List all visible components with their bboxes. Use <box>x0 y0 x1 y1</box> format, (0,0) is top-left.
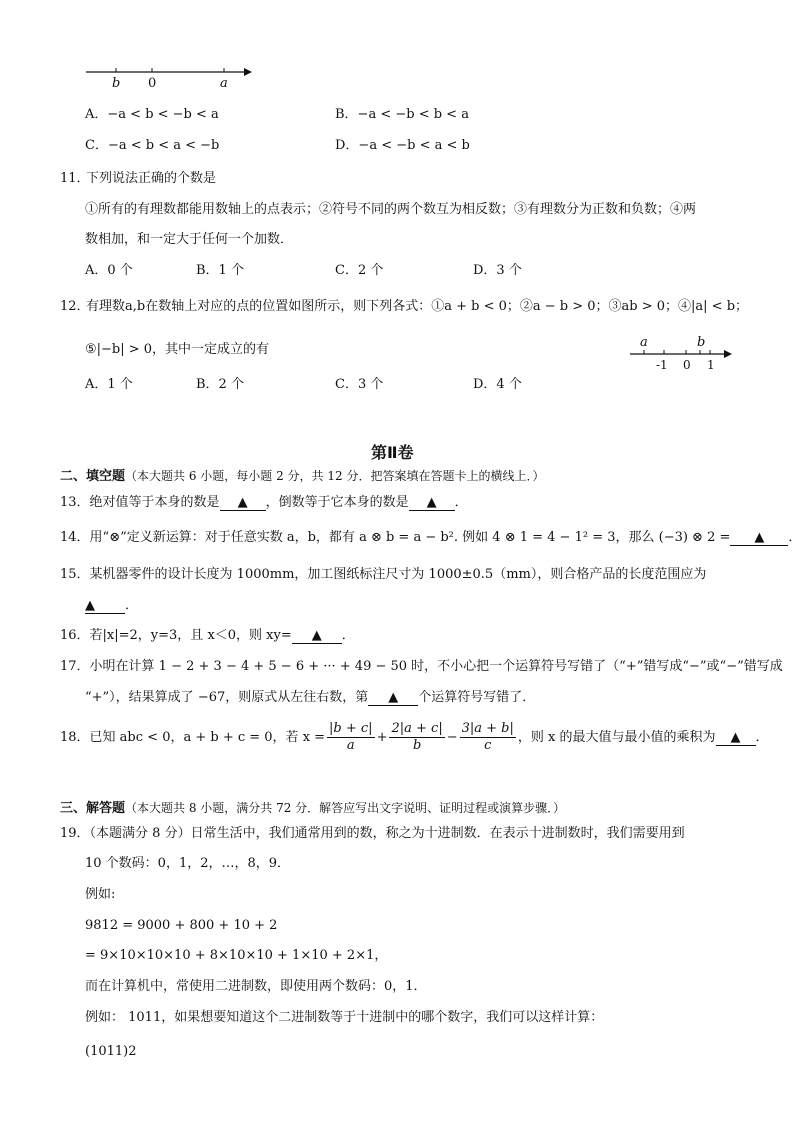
numline-label-b: b <box>112 76 121 91</box>
q16-number: 16． <box>60 628 90 643</box>
q17-line1 <box>60 658 783 676</box>
q10-option-c[interactable]: C．−a < b < a < −b <box>85 138 220 153</box>
q18-text-b: ，则 x 的最大值与最小值的乘积为 <box>517 730 716 745</box>
q12-numline-label-zero: 0 <box>683 358 691 372</box>
q13-text-c: ． <box>454 495 468 510</box>
q19-text-3: 例如: <box>85 887 116 902</box>
section-note: （本大题共 6 小题，每小题 2 分，共 12 分．把答案填在答题卡上的横线上．） <box>125 469 545 483</box>
q16-line <box>60 627 355 645</box>
q18-fraction-2 <box>389 721 444 754</box>
q15-text: 某机器零件的设计长度为 1000mm，加工图纸标注尺寸为 1000±0.5（mm），则合格产品的长度范围应为 <box>89 567 707 582</box>
fraction-denominator: c <box>484 738 492 753</box>
q18-blank[interactable] <box>716 730 756 746</box>
q17-line2 <box>85 689 535 707</box>
q13-text-a: 绝对值等于本身的数是 <box>89 495 220 510</box>
q10-option-b[interactable]: B．−a < −b < b < a <box>335 107 469 122</box>
q15-text-c: ． <box>125 598 139 613</box>
q12-numline-label-b: b <box>697 335 706 350</box>
arrow-head-icon <box>724 350 732 358</box>
q19-text-1: （本题满分 8 分）日常生活中，我们通常用到的数，称之为十进制数．在表示十进制数时，我们需要用到 <box>89 826 685 841</box>
section-fill-in-heading <box>60 467 544 486</box>
q18-fraction-3 <box>460 721 516 754</box>
q10-option-d[interactable]: D．−a < −b < a < b <box>335 138 470 153</box>
q19-number: 19． <box>60 826 90 841</box>
answer-mark-icon: ▲ <box>311 628 322 643</box>
q18-text-c: ． <box>755 730 769 745</box>
q11-option-c[interactable]: C．2 个 <box>335 263 384 278</box>
q11-option-d[interactable]: D．3 个 <box>473 263 522 278</box>
answer-mark-icon: ▲ <box>754 530 765 545</box>
q14-line <box>60 529 801 547</box>
part-two-title: 第Ⅱ卷 <box>371 443 414 462</box>
numline-label-zero: 0 <box>148 76 157 91</box>
section-answer-heading <box>60 799 565 818</box>
q17-text-1: 小明在计算 1 − 2 + 3 − 4 + 5 − 6 + ··· + 49 − 50 时，不小心把一个运算符号写错了（“+”错写成“−”或“−”错写成 <box>89 659 783 674</box>
q11-option-a[interactable]: A．0 个 <box>85 263 133 278</box>
section-title: 二、填空题 <box>60 469 126 484</box>
q17-number: 17． <box>60 659 90 674</box>
fraction-denominator: a <box>346 738 355 753</box>
q14-blank[interactable] <box>730 530 788 546</box>
q15-blank[interactable] <box>85 598 125 614</box>
q19-text-5: = 9×10×10×10 + 8×10×10 + 1×10 + 2×1， <box>85 948 388 963</box>
q12-option-a[interactable]: A．1 个 <box>85 377 133 392</box>
q18-text-a: 已知 abc < 0，a + b + c = 0，若 x = <box>89 730 326 745</box>
q19-text-7: 例如： 1011，如果想要知道这个二进制数等于十进制中的哪个数字，我们可以这样计算： <box>85 1010 604 1025</box>
q16-text-a: 若|x|=2，y=3，且 x＜0，则 xy= <box>89 628 292 643</box>
q16-blank[interactable] <box>292 628 342 644</box>
answer-mark-icon: ▲ <box>85 598 95 613</box>
q12-numline-label-a: a <box>640 335 648 350</box>
q10-option-a[interactable]: A．−a < b < −b < a <box>85 107 219 122</box>
q19-text-4: 9812 = 9000 + 800 + 10 + 2 <box>85 918 278 933</box>
q14-text-a: 用“⊗”定义新运算：对于任意实数 a，b，都有 a ⊗ b = a − b². 例如 4 ⊗ 1 = 4 − 1² = 3，那么 (−3) ⊗ 2 = <box>89 530 731 545</box>
q18-number: 18． <box>60 730 90 745</box>
q19-text-8: (1011)2 <box>85 1044 137 1059</box>
answer-mark-icon: ▲ <box>426 495 437 510</box>
q12-stem-line2: ⑤|−b| > 0，其中一定成立的有 <box>85 342 270 357</box>
q14-number: 14． <box>60 530 90 545</box>
q12-option-c[interactable]: C．3 个 <box>335 377 384 392</box>
q17-text-2b: 个运算符号写错了． <box>418 690 536 705</box>
fraction-numerator: |b + c| <box>329 721 373 736</box>
q12-option-b[interactable]: B．2 个 <box>196 377 244 392</box>
q18-minus: − <box>446 730 458 745</box>
number-line-figure-q10 <box>84 62 254 92</box>
q17-blank[interactable] <box>368 690 418 706</box>
q19-text-6: 而在计算机中，常使用二进制数，即使用两个数码：0，1． <box>85 979 427 994</box>
q18-fraction-1 <box>327 721 375 754</box>
fraction-numerator: 3|a + b| <box>461 721 514 736</box>
q13-text-b: ，倒数等于它本身的数是 <box>265 495 409 510</box>
q11-number: 11． <box>60 171 90 186</box>
answer-mark-icon: ▲ <box>237 495 248 510</box>
q12-number: 12． <box>60 299 90 314</box>
q15-line2 <box>85 597 138 615</box>
q12-numline-label-minus-one: -1 <box>656 358 668 372</box>
arrow-head-icon <box>244 68 252 76</box>
q12-stem-line1: 有理数a,b在数轴上对应的点的位置如图所示，则下列各式：①a + b < 0；②a − b > 0；③ab > 0；④|a| < b； <box>86 299 749 314</box>
answer-mark-icon: ▲ <box>388 690 399 705</box>
q18-line <box>60 718 769 758</box>
q13-blank-1[interactable] <box>220 495 266 511</box>
q13-number: 13． <box>60 495 90 510</box>
q12-numline-label-one: 1 <box>707 358 715 372</box>
section-title: 三、解答题 <box>60 801 126 816</box>
q11-statement-line1: ①所有的有理数都能用数轴上的点表示；②符号不同的两个数互为相反数；③有理数分为正数和负数；④两 <box>85 202 697 217</box>
q19-line1 <box>60 825 685 843</box>
q11-statement-line2: 数相加，和一定大于任何一个加数． <box>85 232 294 247</box>
q11-stem: 下列说法正确的个数是 <box>86 171 217 186</box>
q12-option-d[interactable]: D．4 个 <box>473 377 522 392</box>
q19-text-2: 10 个数码：0，1，2，…，8，9． <box>85 856 291 871</box>
q13-blank-2[interactable] <box>409 495 455 511</box>
q15-line1 <box>60 566 706 584</box>
q16-text-c: ． <box>341 628 355 643</box>
fraction-denominator: b <box>412 738 422 753</box>
numline-label-a: a <box>220 76 228 91</box>
fraction-numerator: 2|a + c| <box>391 721 443 736</box>
q11-option-b[interactable]: B．1 个 <box>196 263 244 278</box>
q18-plus: + <box>376 730 388 745</box>
q14-text-c: ． <box>788 530 801 545</box>
q15-number: 15． <box>60 567 90 582</box>
q13-line <box>60 494 468 512</box>
q17-text-2a: “+”），结果算成了 −67，则原式从左往右数，第 <box>85 690 369 705</box>
section-note: （本大题共 8 小题，满分共 72 分．解答应写出文字说明、证明过程或演算步骤．） <box>125 801 566 815</box>
answer-mark-icon: ▲ <box>730 730 741 745</box>
